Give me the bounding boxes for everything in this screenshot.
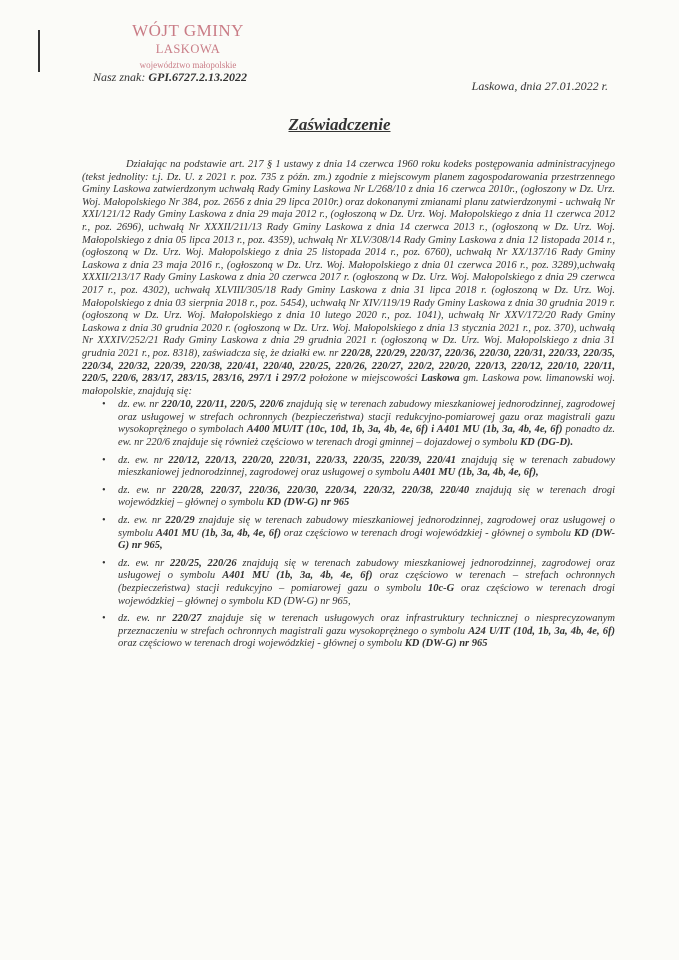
mayor-stamp [93,22,283,71]
item-symbol: A401 MU (1b, 3a, 4b, 4e, 6f), [412,467,539,479]
reference-label: Nasz znak: [93,70,146,84]
document-body [82,159,615,656]
item-symbol: KD (DG-D). [520,437,574,449]
plot-list [82,399,615,651]
list-item [82,399,615,449]
margin-mark [38,30,40,72]
item-text: oraz częściowo w terenach drogi wojewódzkiej – głównej o symbolu KD (DW-G) nr 965, [118,583,615,607]
item-plots: 220/25, 220/26 [169,557,237,569]
item-symbol: A400 MU/IT (10c, 10d, 1b, 3a, 4b, 4e, 6f) i A401 MU (1b, 3a, 4b, 4e, 6f) [246,424,563,436]
item-text: znajdują się w terenach drogi wojewódzkiej – głównej o symbolu [118,484,616,509]
item-plots: 220/28, 220/37, 220/36, 220/30, 220/34, 220/32, 220/38, 220/40 [172,484,470,496]
item-symbol: KD (DW-G) nr 965 [266,497,350,509]
item-text: znajdują się w terenach zabudowy mieszkaniowej jednorodzinnej, zagrodowej oraz usługowej o symbolu [118,557,615,582]
item-text: ponadto dz. ew. nr 220/6 znajduje się również częściowo w terenach drogi gminnej – dojazdowej o symbolu [118,424,615,449]
bullet-icon: • [102,454,106,466]
list-item [82,485,615,510]
item-symbol: 10c-G [427,583,455,594]
bullet-icon: • [102,484,106,496]
bullet-icon: • [102,399,106,411]
item-text: znajdują się w terenach zabudowy mieszkaniowej jednorodzinnej, zagrodowej oraz usługowej w strefach ochronnych (bezpieczeństwa) stacji redukcyjno-pomiarowej gazu oraz magistrali gazu wysokoprężnego o symbolach [118,399,616,436]
reference-number: GPI.6727.2.13.2022 [148,70,248,84]
item-text: dz. ew. nr [118,454,169,466]
stamp-line-1: WÓJT GMINY [132,21,244,40]
item-symbol: KD (DW-G) nr 965, [118,527,616,552]
item-text: dz. ew. nr [118,515,166,527]
intro-text-1: Działając na podstawie art. 217 § 1 ustawy z dnia 14 czerwca 1960 roku kodeks postępowania administracyjnego (tekst jednolity: t.j. Dz. U. z 2021 r. poz. 735 z późn. zm.) zgodnie z miejscowym planem zagospodarowania przestrzennego Gminy Laskowa zatwierdzonym uchwałą Rady Gminy Laskowa Nr L/268/10 z dnia 16 czerwca 2010r., (ogłoszony w Dz. Urz. Woj. Małopolskiego Nr 384, poz. 2656 z dnia 29 lipca 2010r.) oraz dokonanymi zmianami planu zatwierdzonymi - uchwałą Nr XXI/121/12 Rady Gminy Laskowa z dnia 29 maja 2012 r., (ogłoszoną w Dz. Urz. Woj. Małopolskiego z dnia 11 czerwca 2012 r., poz. 2696), uchwałą Nr XXXII/211/13 Rady Gminy Laskowa z dnia 14 czerwca 2013 r., (ogłoszoną w Dz. Urz. Woj. Małopolskiego z dnia 05 lipca 2013 r., poz. 4359), uchwałą Nr XLV/308/14 Rady Gminy Laskowa z dnia 12 listopada 2014 r., (ogłoszoną w Dz. Urz. Woj. Małopolskiego z dnia 25 listopada 2014 r., poz. 6760), uchwałą Nr XX/137/16 Rady Gminy Laskowa z dnia 23 maja 2016 r., (ogłoszoną w Dz. Urz. Woj. Małopolskiego z dnia 01 czerwca 2016 r., poz. 3289),uchwałą XXXII/213/17 Rady Gminy Laskowa z dnia 20 czerwca 2017 r. (ogłoszoną w Dz. Urz. Woj. Małopolskiego z dnia 29 czerwca 2017 r., poz. 4302), uchwałą XLVIII/305/18 Rady Gminy Laskowa z dnia 31 lipca 2018 r. (ogłoszoną w Dz. Urz. Woj. Małopolskiego z dnia 03 sierpnia 2018 r., poz. 5454), uchwałą Nr XIV/119/19 Rady Gminy Laskowa z dnia 30 grudnia 2019 r. (ogłoszoną w Dz. Urz. Woj. Małopolskiego z dnia 10 lutego 2020 r., poz. 1041), uchwałą Nr XXV/172/20 Rady Gminy Laskowa z dnia 30 grudnia 2020 r. (ogłoszoną w Dz. Urz. Woj. Małopolskiego z dnia 13 stycznia 2021 r., poz. 370), uchwałą Nr XXXIV/252/21 Rady Gminy Laskowa z dnia 29 grudnia 2021 r. (ogłoszoną w Dz. Urz. Woj. Małopolskiego z dnia 31 grudnia 2021 r., poz. 8318), zaświadcza się, że działki ew. nr [82,159,615,359]
item-text: oraz częściowo w terenach – strefach ochronnych (bezpieczeństwa) stacji redukcyjno – pomiarowej gazu o symbolu [118,570,615,594]
list-item [82,613,615,651]
item-text: oraz częściowo w terenach drogi wojewódzkiej - głównej o symbolu [118,638,405,650]
item-text: oraz częściowo w terenach drogi wojewódzkiej - głównej o symbolu [280,527,574,539]
item-symbol: A24 U/IT (10d, 1b, 3a, 4b, 4e, 6f) [468,625,616,637]
item-plots: 220/10, 220/11, 220/5, 220/6 [161,399,284,411]
intro-text-3: gm. Laskowa pow. limanowski woj. małopolskie, znajdują się: [82,373,615,397]
item-text: znajduje się w terenach usługowych oraz infrastruktury technicznej o niesprecyzowanym przeznaczeniu w strefach ochronnych magistrali gazu wysokoprężnego o symbolu [118,613,615,637]
item-symbol: KD (DW-G) nr 965 [404,638,488,650]
intro-paragraph [82,159,615,398]
document-title: Zaświadczenie [288,115,391,134]
item-plots: 220/12, 220/13, 220/20, 220/31, 220/33, 220/35, 220/39, 220/41 [168,454,457,466]
locality: Laskowa [421,373,460,385]
list-item [82,515,615,553]
item-symbol: A401 MU (1b, 3a, 4b, 4e, 6f) [222,570,373,582]
stamp-line-3: województwo małopolskie [139,60,237,70]
plot-numbers: 220/28, 220/29, 220/37, 220/36, 220/30, 220/31, 220/33, 220/35, 220/34, 220/32, 220/39, 220/38, 220/41, 220/40, 220/25, 220/26, 220/27, 220/2, 220/20, 220/13, 220/12, 220/10, 220/11, 220/5, 220/6, 283/17, 283/15, 283/16, 297/1 i 297/2 [82,347,615,385]
list-item [82,455,615,480]
item-text: dz. ew. nr [118,613,173,625]
reference-line [93,70,247,85]
item-text: dz. ew. nr [118,399,162,411]
item-symbol: A401 MU (1b, 3a, 4b, 4e, 6f) [155,527,281,539]
list-item [82,558,615,608]
bullet-icon: • [102,613,106,625]
place-date: Laskowa, dnia 27.01.2022 r. [471,79,608,93]
intro-text-2: położone w miejscowości [305,373,422,385]
bullet-icon: • [102,557,106,569]
item-text: dz. ew. nr [118,484,173,496]
item-text: znajdują się w terenach zabudowy mieszkaniowej jednorodzinnej, zagrodowej oraz usługowej o symbolu [118,454,615,479]
bullet-icon: • [102,515,106,527]
item-text: dz. ew. nr [118,557,170,569]
item-text: znajduje się w terenach zabudowy mieszkaniowej jednorodzinnej, zagrodowej oraz usługowej o symbolu [118,515,616,539]
item-plots: 220/29 [165,515,195,527]
stamp-line-2: LASKOWA [155,42,221,56]
item-plots: 220/27 [172,613,202,625]
